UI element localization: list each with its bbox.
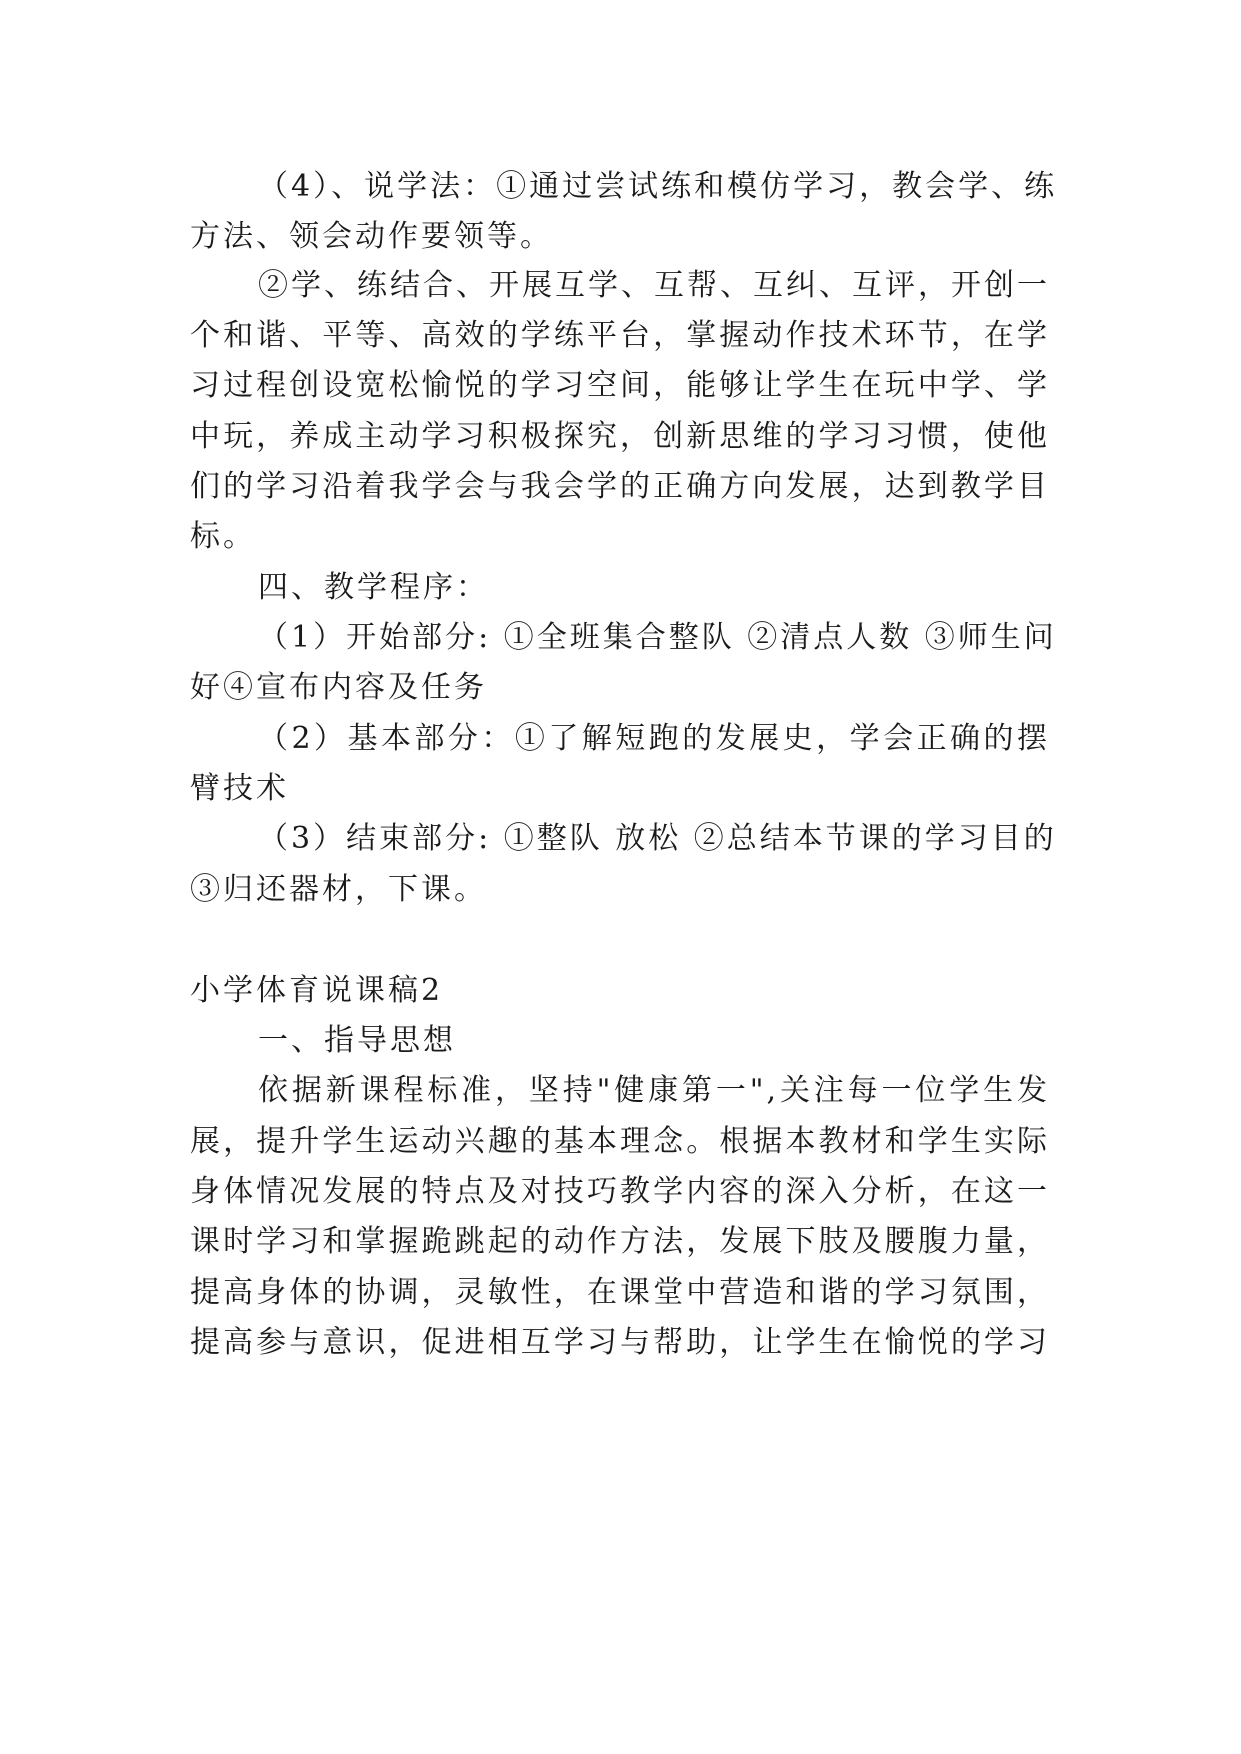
paragraph-line: 依据新课程标准，坚持"健康第一",关注每一位学生发 [258, 1073, 1050, 1108]
section-heading: 四、教学程序： [258, 570, 489, 605]
paragraph-line: 提高身体的协调，灵敏性，在课堂中营造和谐的学习氛围， [190, 1275, 1050, 1310]
section-heading: 一、指导思想 [258, 1023, 456, 1058]
paragraph-line: 中玩，养成主动学习积极探究，创新思维的学习习惯，使他 [190, 419, 1050, 454]
paragraph-line: 身体情况发展的特点及对技巧教学内容的深入分析，在这一 [190, 1174, 1050, 1209]
paragraph-line: 提高参与意识，促进相互学习与帮助，让学生在愉悦的学习 [190, 1325, 1050, 1360]
paragraph-line: （2）基本部分：①了解短跑的发展史，学会正确的摆 [258, 721, 1050, 756]
paragraph-line: （3）结束部分: ①整队 放松 ②总结本节课的学习目的 [258, 821, 1057, 856]
paragraph-line: （1）开始部分: ①全班集合整队 ②清点人数 ③师生问 [258, 620, 1057, 655]
paragraph-line: 习过程创设宽松愉悦的学习空间，能够让学生在玩中学、学 [190, 368, 1050, 403]
paragraph-line: ②学、练结合、开展互学、互帮、互纠、互评，开创一 [258, 268, 1050, 303]
paragraph-line: 标。 [190, 519, 256, 554]
paragraph-line: 个和谐、平等、高效的学练平台，掌握动作技术环节，在学 [190, 318, 1050, 353]
paragraph-line: （4）、说学法：①通过尝试练和模仿学习，教会学、练 [258, 169, 1058, 204]
paragraph-line: 展，提升学生运动兴趣的基本理念。根据本教材和学生实际 [190, 1124, 1050, 1159]
document-title: 小学体育说课稿2 [190, 973, 444, 1008]
paragraph-line: ③归还器材，下课。 [190, 872, 487, 907]
paragraph-line: 方法、领会动作要领等。 [190, 219, 553, 254]
paragraph-line: 们的学习沿着我学会与我会学的正确方向发展，达到教学目 [190, 469, 1050, 504]
paragraph-line: 臂技术 [190, 771, 289, 806]
paragraph-line: 好④宣布内容及任务 [190, 670, 487, 705]
paragraph-line: 课时学习和掌握跪跳起的动作方法，发展下肢及腰腹力量， [190, 1224, 1050, 1259]
